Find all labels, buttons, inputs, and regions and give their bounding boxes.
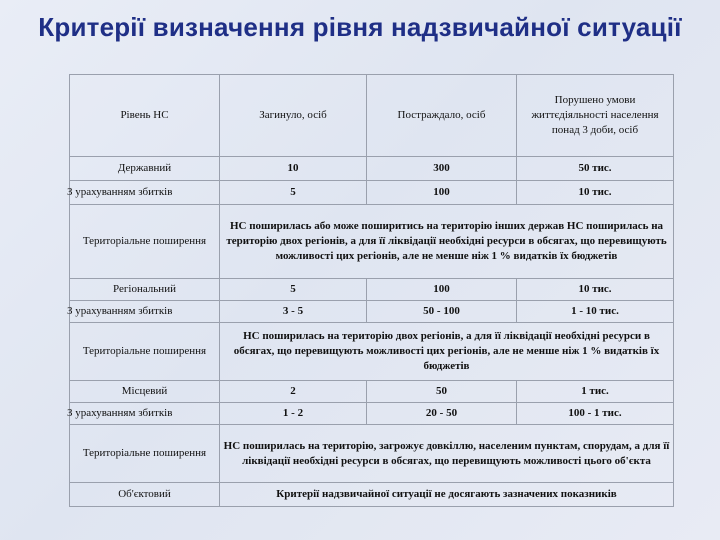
state-loss-injured: 100: [367, 181, 517, 205]
regional-loss-killed: 3 - 5: [220, 301, 367, 323]
object-text: Критерії надзвичайної ситуації не досягають зазначених показників: [220, 483, 674, 507]
local-loss-label: [67, 403, 220, 425]
level-regional: Регіональний: [70, 279, 220, 301]
level-local: Місцевий: [70, 381, 220, 403]
header-killed: Загинуло, осіб: [220, 75, 367, 157]
local-killed: 2: [220, 381, 367, 403]
header-level: Рівень НС: [70, 75, 220, 157]
level-state: Державний: [70, 157, 220, 181]
table-row: [70, 301, 674, 323]
regional-disrupted: 10 тис.: [517, 279, 674, 301]
table-row: [70, 483, 674, 507]
level-object: Об'єктовий: [70, 483, 220, 507]
table-row: [70, 403, 674, 425]
state-killed: 10: [220, 157, 367, 181]
local-injured: 50: [367, 381, 517, 403]
state-loss-label: [67, 181, 220, 205]
header-disrupted: Порушено умови життєдіяльності населення понад 3 доби, осіб: [517, 75, 674, 157]
regional-loss-label-text: З урахуванням збитків: [67, 305, 173, 317]
state-injured: 300: [367, 157, 517, 181]
table-header-row: [70, 75, 674, 157]
regional-injured: 100: [367, 279, 517, 301]
table-row: [70, 181, 674, 205]
state-terr-text: НС поширилась або може поширитись на територію інших держав НС поширилась на територію двох регіонів, а для її ліквідації необхідні ресурси в обсягах, що перевищують можливості цих регіонів, але не менше ніж 1 % видатків їх бюджетів: [220, 205, 674, 279]
regional-killed: 5: [220, 279, 367, 301]
regional-loss-label: [67, 301, 220, 323]
local-loss-disrupted: 100 - 1 тис.: [517, 403, 674, 425]
state-loss-label-text: З урахуванням збитків: [67, 186, 173, 198]
table-row: [70, 323, 674, 381]
page-title: Критерії визначення рівня надзвичайної ситуації: [38, 12, 682, 42]
table-row: [70, 279, 674, 301]
table-row: [70, 425, 674, 483]
local-loss-killed: 1 - 2: [220, 403, 367, 425]
local-loss-label-text: З урахуванням збитків: [67, 407, 173, 419]
regional-loss-disrupted: 1 - 10 тис.: [517, 301, 674, 323]
state-disrupted: 50 тис.: [517, 157, 674, 181]
regional-loss-injured: 50 - 100: [367, 301, 517, 323]
table-row: [70, 381, 674, 403]
table-row: [70, 157, 674, 181]
state-loss-disrupted: 10 тис.: [517, 181, 674, 205]
table-row: [70, 205, 674, 279]
state-terr-label: Територіальне поширення: [70, 205, 220, 279]
local-loss-injured: 20 - 50: [367, 403, 517, 425]
header-injured: Постраждало, осіб: [367, 75, 517, 157]
regional-terr-label: Територіальне поширення: [70, 323, 220, 381]
state-loss-killed: 5: [220, 181, 367, 205]
criteria-table: [69, 74, 674, 507]
local-disrupted: 1 тис.: [517, 381, 674, 403]
local-terr-label: Територіальне поширення: [70, 425, 220, 483]
regional-terr-text: НС поширилась на територію двох регіонів, а для її ліквідації необхідні ресурси в обсягах, що перевищують можливості цих регіонів, але не менше ніж 1 % видатків їх бюджетів: [220, 323, 674, 381]
local-terr-text: НС поширилась на територію, загрожує довкіллю, населеним пунктам, спорудам, а для її ліквідації необхідні ресурси в обсягах, що перевищують можливості цього об'єкта: [220, 425, 674, 483]
